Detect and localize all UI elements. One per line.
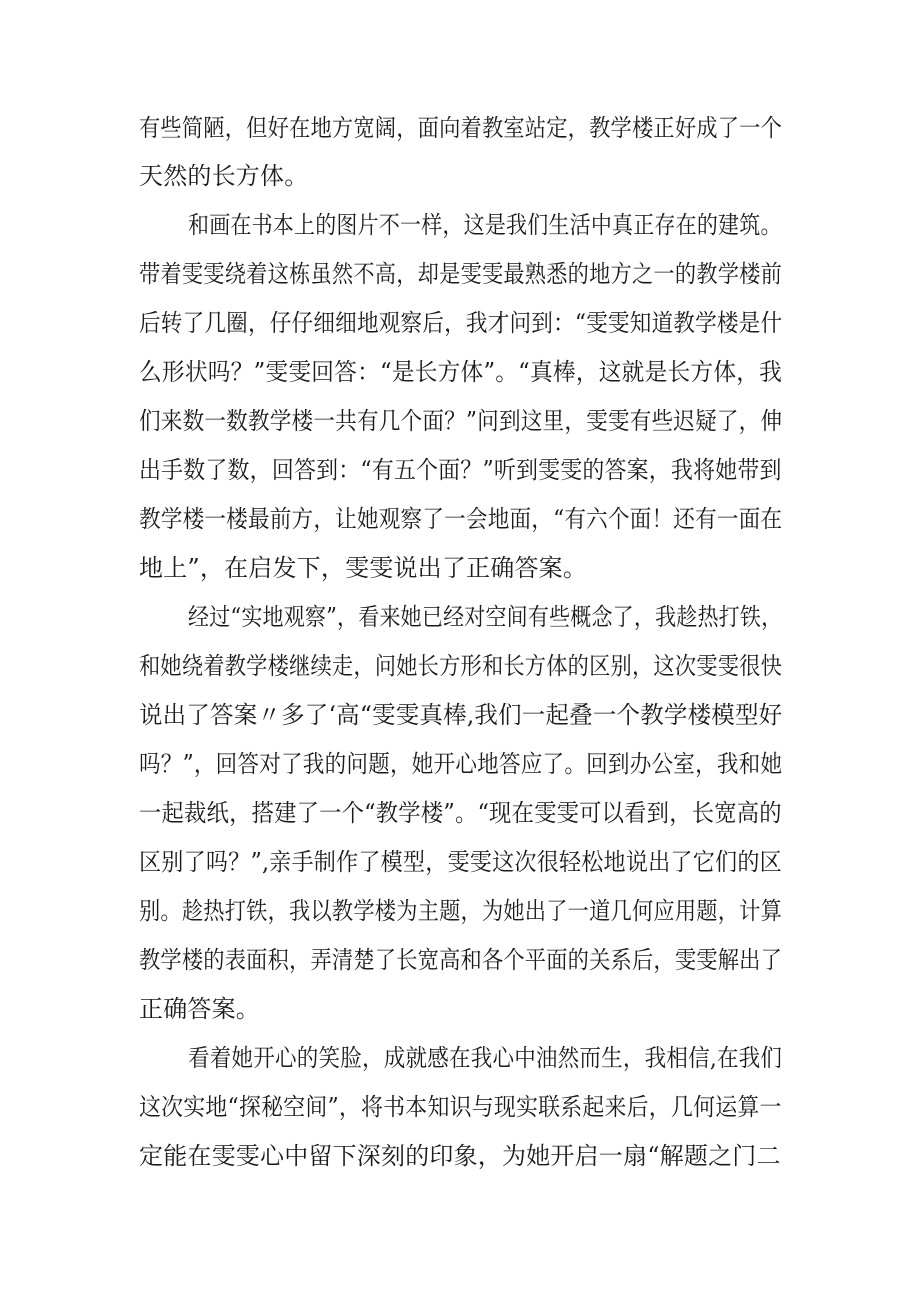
text-line: 教学楼一楼最前方，让她观察了一会地面，“有六个面！还有一面在 <box>139 505 783 533</box>
text-line: 一起裁纸，搭建了一个“教学楼”。“现在雯雯可以看到，长宽高的 <box>139 799 782 827</box>
text-line: 这次实地“探秘空间”，将书本知识与现实联系起来后，几何运算一 <box>139 1093 782 1121</box>
text-line: 定能在雯雯心中留下深刻的印象，为她开启一扇“解题之门二 <box>139 1142 781 1170</box>
paragraph-first-line: 看着她开心的笑脸，成就感在我心中油然而生，我相信,在我们 <box>188 1044 783 1072</box>
text-line: 出手数了数，回答到：“有五个面？”听到雯雯的答案，我将她带到 <box>139 456 782 484</box>
text-line: 吗？”，回答对了我的问题，她开心地答应了。回到办公室，我和她 <box>139 750 783 778</box>
text-line: 带着雯雯绕着这栋虽然不高，却是雯雯最熟悉的地方之一的教学楼前 <box>139 260 783 288</box>
text-line: 地上”，在启发下，雯雯说出了正确答案。 <box>139 554 588 582</box>
paragraph-first-line: 经过“实地观察”，看来她已经对空间有些概念了，我趁热打铁， <box>188 603 783 631</box>
text-line: 教学楼的表面积，弄清楚了长宽高和各个平面的关系后，雯雯解出了 <box>139 946 783 974</box>
text-line: 区别了吗？”,亲手制作了模型，雯雯这次很轻松地说出了它们的区 <box>139 848 782 876</box>
text-line: 们来数一数教学楼一共有几个面？”问到这里，雯雯有些迟疑了，伸 <box>139 407 783 435</box>
text-line: 后转了几圈，仔仔细细地观察后，我才问到：“雯雯知道教学楼是什 <box>139 309 783 337</box>
text-line: 别。趁热打铁，我以教学楼为主题，为她出了一道几何应用题，计算 <box>139 897 783 925</box>
text-line: 么形状吗？”雯雯回答：“是长方体”。“真棒，这就是长方体，我 <box>139 358 783 386</box>
text-line: 说出了答案〃多了‘高“雯雯真棒,我们一起叠一个教学楼模型好 <box>139 701 783 729</box>
paragraph-first-line: 和画在书本上的图片不一样，这是我们生活中真正存在的建筑。 <box>188 211 782 239</box>
text-line: 天然的长方体。 <box>139 162 309 190</box>
text-line: 正确答案。 <box>139 995 260 1023</box>
text-line: 和她绕着教学楼继续走，问她长方形和长方体的区别，这次雯雯很快 <box>139 652 783 680</box>
text-line: 有些简陋，但好在地方宽阔，面向着教室站定，教学楼正好成了一个 <box>139 114 783 142</box>
